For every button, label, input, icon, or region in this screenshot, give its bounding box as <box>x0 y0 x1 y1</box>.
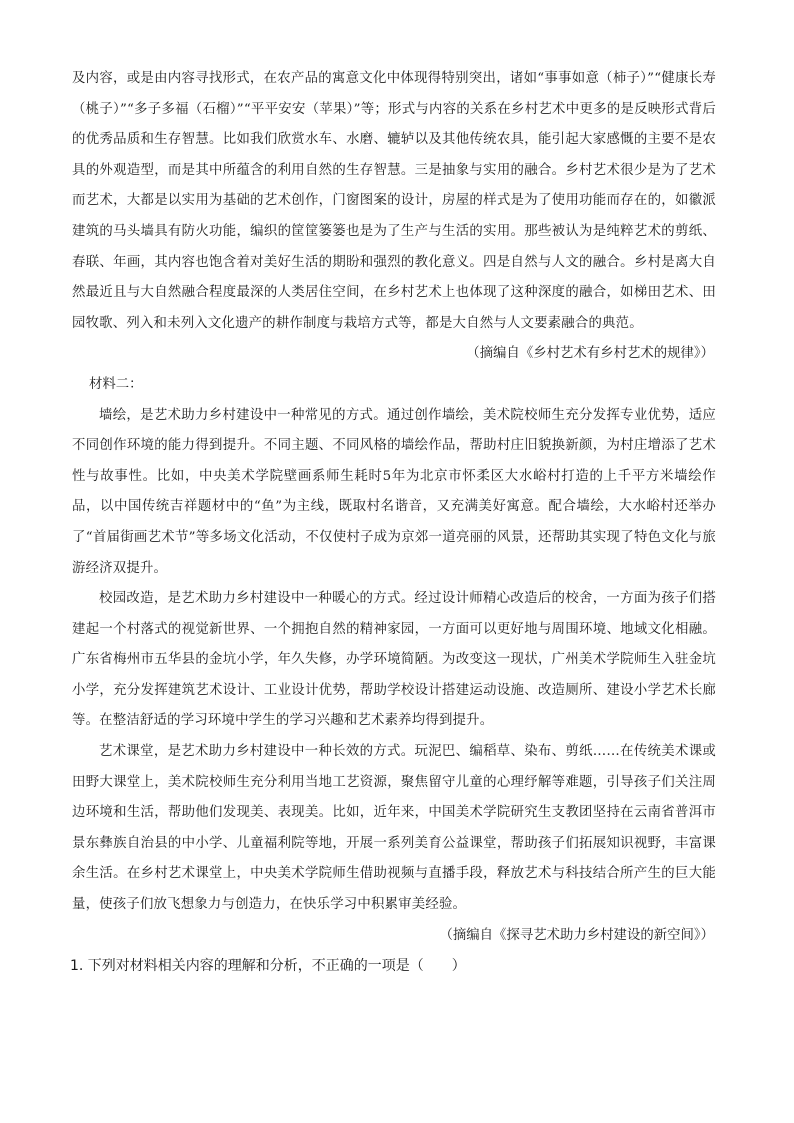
material2-source: （摘编自《探寻艺术助力乡村建设的新空间》） <box>439 927 714 943</box>
document-body <box>72 64 716 981</box>
material1-paragraph: 及内容，或是由内容寻找形式，在农产品的寓意文化中体现得特别突出，诸如“事事如意（柿子）”“健康长寿（桃子）”“多子多福（石榴）”“平平安安（苹果）”等；形式与内容的关系在乡村艺术中更多的是反映形式背后的优秀品质和生存智慧。比如我们欣赏水车、水磨、辘轳以及其他传统农具，能引起大家感慨的主要不是农具的外观造型，而是其中所蕴含的利用自然的生存智慧。三是抽象与实用的融合。乡村艺术很少是为了艺术而艺术，大都是以实用为基础的艺术创作，门窗图案的设计，房屋的样式是为了使用功能而存在的，如徽派建筑的马头墙具有防火功能，编织的筐筐篓篓也是为了生产与生活的实用。那些被认为是纯粹艺术的剪纸、春联、年画，其内容也饱含着对美好生活的期盼和强烈的教化意义。四是自然与人文的融合。乡村是离大自然最近且与大自然融合程度最深的人类居住空间，在乡村艺术上也体现了这种深度的融合，如梯田艺术、田园牧歌、列入和未列入文化遗产的耕作制度与栽培方式等，都是大自然与人文要素融合的典范。 <box>72 71 716 331</box>
material1-source: （摘编自《乡村艺术有乡村艺术的规律》） <box>466 346 714 362</box>
material2-paragraph-classroom: 艺术课堂，是艺术助力乡村建设中一种长效的方式。玩泥巴、编稻草、染布、剪纸……在传统美术课或田野大课堂上，美术院校师生充分利用当地工艺资源，聚焦留守儿童的心理纾解等难题，引导孩子们关注周边环境和生活，帮助他们发现美、表现美。比如，近年来，中国美术学院研究生支教团坚持在云南省普洱市景东彝族自治县的中小学、儿童福利院等地，开展一系列美育公益课堂，帮助孩子们拓展知识视野，丰富课余生活。在乡村艺术课堂上，中央美术学院师生借助视频与直播手段，释放艺术与科技结合所产生的巨大能量，使孩子们放飞想象力与创造力，在快乐学习中积累审美经验。 <box>72 744 716 913</box>
question-1: 1. 下列对材料相关内容的理解和分析，不正确的一项是（ ） <box>70 958 466 975</box>
material2-paragraph-campus: 校园改造，是艺术助力乡村建设中一种暖心的方式。经过设计师精心改造后的校舍，一方面为孩子们搭建起一个村落式的视觉新世界、一个拥抱自然的精神家园，一方面可以更好地与周围环境、地域文化相融。广东省梅州市五华县的金坑小学，年久失修，办学环境简陋。为改变这一现状，广州美术学院师生入驻金坑小学，充分发挥建筑艺术设计、工业设计优势，帮助学校设计搭建运动设施、改造厕所、建设小学艺术长廊等。在整洁舒适的学习环境中学生的学习兴趣和艺术素养均得到提升。 <box>72 591 716 729</box>
material2-label: 材料二： <box>89 376 143 392</box>
material2-paragraph-mural: 墙绘，是艺术助力乡村建设中一种常见的方式。通过创作墙绘，美术院校师生充分发挥专业优势，适应不同创作环境的能力得到提升。不同主题、不同风格的墙绘作品，帮助村庄旧貌换新颜，为村庄增添了艺术性与故事性。比如，中央美术学院壁画系师生耗时5年为北京市怀柔区大水峪村打造的上千平方米墙绘作品，以中国传统吉祥题材中的“鱼”为主线，既取村名谐音，又充满美好寓意。配合墙绘，大水峪村还举办了“首届街画艺术节”等多场文化活动，不仅使村子成为京郊一道亮丽的风景，还帮助其实现了特色文化与旅游经济双提升。 <box>72 407 716 576</box>
